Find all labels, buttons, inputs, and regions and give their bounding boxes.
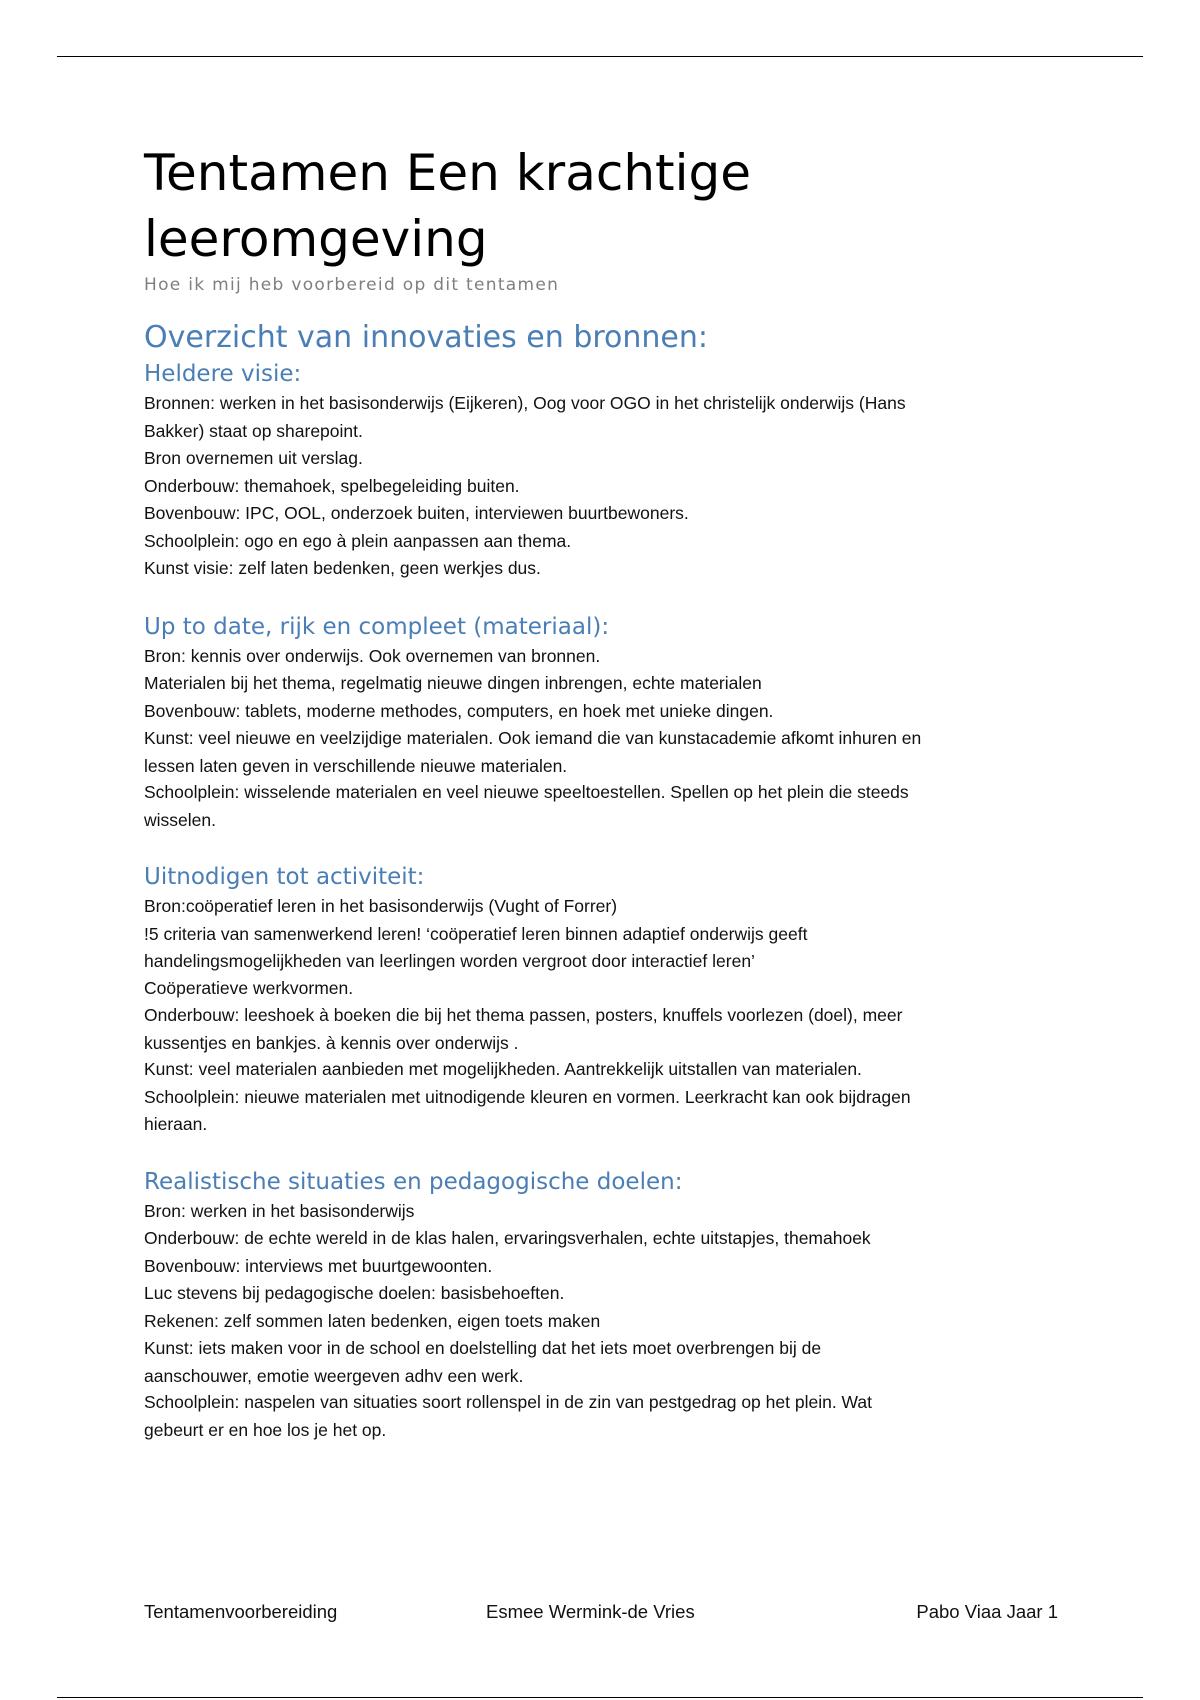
section-heading: Realistische situaties en pedagogische doelen: — [144, 1168, 683, 1195]
paragraph-line: lessen laten geven in verschillende nieuwe materialen. — [144, 755, 568, 776]
paragraph-line: Onderbouw: themahoek, spelbegeleiding buiten. — [144, 475, 520, 496]
paragraph-line: Bronnen: werken in het basisonderwijs (Eijkeren), Oog voor OGO in het christelijk onderwijs (Hans — [144, 393, 906, 413]
header-rule — [57, 56, 1143, 57]
paragraph-line: Onderbouw: de echte wereld in de klas halen, ervaringsverhalen, echte uitstapjes, themahoek — [144, 1228, 871, 1248]
footer-author: Esmee Wermink-de Vries — [486, 1601, 695, 1622]
paragraph-line: Bron overnemen uit verslag. — [144, 448, 363, 468]
footer-left-text: Tentamenvoorbereiding — [144, 1601, 338, 1622]
section-heading: Up to date, rijk en compleet (materiaal): — [144, 613, 610, 640]
title-line-1: Tentamen Een krachtige — [144, 144, 752, 202]
paragraph-line: Luc stevens bij pedagogische doelen: basisbehoeften. — [144, 1283, 565, 1303]
paragraph-line: Bovenbouw: tablets, moderne methodes, computers, en hoek met unieke dingen. — [144, 700, 774, 721]
section-realistische-situaties — [144, 1166, 1064, 1444]
paragraph-line: Schoolplein: nieuwe materialen met uitnodigende kleuren en vormen. Leerkracht kan ook bijdragen — [144, 1086, 911, 1107]
paragraph-line: !5 criteria van samenwerkend leren! ‘coöperatief leren binnen adaptief onderwijs geeft — [144, 923, 808, 944]
paragraph-line: gebeurt er en hoe los je het op. — [144, 1419, 387, 1440]
paragraph-line: Bron: kennis over onderwijs. Ook overnemen van bronnen. — [144, 645, 601, 666]
section-uitnodigen — [144, 861, 1064, 1138]
document-subtitle: Hoe ik mij heb voorbereid op dit tentamen — [144, 275, 560, 295]
section-heading: Heldere visie: — [144, 361, 302, 387]
paragraph-line: Coöperatieve werkvormen. — [144, 977, 354, 998]
paragraph-line: Bovenbouw: interviews met buurtgewoonten. — [144, 1255, 493, 1276]
document-title — [144, 140, 1064, 272]
document-body — [144, 140, 1064, 1443]
paragraph-line: Bron:coöperatief leren in het basisonderwijs (Vught of Forrer) — [144, 896, 618, 916]
paragraph-line: wisselen. — [144, 809, 216, 830]
paragraph-line: Bovenbouw: IPC, OOL, onderzoek buiten, interviewen buurtbewoners. — [144, 503, 689, 523]
paragraph-line: kussentjes en bankjes. à kennis over onderwijs . — [144, 1032, 519, 1053]
title-line-2: leeromgeving — [144, 210, 488, 268]
section-heldere-visie — [144, 358, 1064, 583]
footer-rule — [57, 1697, 1143, 1698]
paragraph-line: Schoolplein: ogo en ego à plein aanpassen aan thema. — [144, 530, 572, 551]
paragraph-line: Schoolplein: wisselende materialen en veel nieuwe speeltoestellen. Spellen op het plein die steeds — [144, 782, 909, 802]
section-heading: Uitnodigen tot activiteit: — [144, 864, 425, 890]
paragraph-line: handelingsmogelijkheden van leerlingen worden vergroot door interactief leren’ — [144, 951, 755, 971]
paragraph-line: Bakker) staat op sharepoint. — [144, 420, 363, 441]
paragraph-line: hieraan. — [144, 1114, 208, 1134]
footer-course: Pabo Viaa Jaar 1 — [916, 1601, 1058, 1622]
paragraph-line: Kunst: iets maken voor in de school en doelstelling dat het iets moet overbrengen bij de — [144, 1338, 822, 1358]
section-up-to-date — [144, 611, 1064, 834]
paragraph-line: Rekenen: zelf sommen laten bedenken, eigen toets maken — [144, 1310, 601, 1331]
paragraph-line: Kunst: veel nieuwe en veelzijdige materialen. Ook iemand die van kunstacademie afkomt inhuren en — [144, 728, 922, 748]
overview-heading: Overzicht van innovaties en bronnen: — [144, 320, 708, 355]
paragraph-line: Onderbouw: leeshoek à boeken die bij het thema passen, posters, knuffels voorlezen (doel), meer — [144, 1005, 903, 1025]
paragraph-line: Bron: werken in het basisonderwijs — [144, 1200, 415, 1221]
page-footer — [144, 1601, 1058, 1627]
paragraph-line: Schoolplein: naspelen van situaties soort rollenspel in de zin van pestgedrag op het plein. Wat — [144, 1392, 873, 1412]
paragraph-line: Kunst: veel materialen aanbieden met mogelijkheden. Aantrekkelijk uitstallen van materialen. — [144, 1059, 862, 1079]
paragraph-line: Kunst visie: zelf laten bedenken, geen werkjes dus. — [144, 558, 541, 578]
paragraph-line: Materialen bij het thema, regelmatig nieuwe dingen inbrengen, echte materialen — [144, 673, 762, 693]
paragraph-line: aanschouwer, emotie weergeven adhv een werk. — [144, 1365, 524, 1386]
